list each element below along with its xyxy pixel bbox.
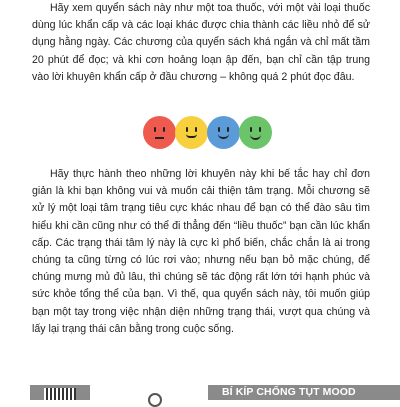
publisher-logo-icon: [148, 393, 162, 407]
mood-faces-row: [143, 116, 273, 154]
sad-face-icon: [143, 116, 176, 149]
body-paragraph-1: Hãy xem quyển sách này như một toa thuốc, với một vài loại thuốc dùng lúc khẩn cấp và các loại khác được chia thành các liều nhỏ để sử dụng hằng ngày. Các chương của quyển sách khá ngắn và chỉ mất tầm 20 phút để đọc; và khi cơn hoảng loạn ập đến, bạn chỉ cần tập trung vào lời khuyên khẩn cấp ở đầu chương – không quá 2 phút đọc đâu.: [32, 2, 370, 83]
body-paragraph-2: Hãy thực hành theo những lời khuyên này khi bế tắc hay chỉ đơn giản là khi bạn không vui và muốn cải thiện tâm trạng. Mỗi chương sẽ xử lý một loại tâm trạng tiêu cực khác nhau để bạn có thể đào sâu tìm hiểu khi cần cũng như có thể đi thẳng đến “liều thuốc” bạn cần lúc khẩn cấp. Các trạng thái tâm lý này là cực kì phổ biến, chắc chắn là ai trong chúng ta cũng từng có lúc rơi vào; nhưng nếu bạn bỏ mặc chúng, để chúng mưng mủ đủ lâu, thì chúng sẽ tác động rất lớn tới hạnh phúc và sức khỏe tổng thể của bạn. Vì thế, qua quyển sách này, tôi muốn giúp bạn một tay trong việc nhận diện những trạng thái, vượt qua chúng và lấy lại trạng thái cân bằng trong cuộc sống.: [32, 168, 370, 335]
publisher-logo-panel: [90, 385, 208, 400]
qr-code-icon: [44, 388, 76, 400]
neutral-face-icon: [175, 116, 208, 149]
happy-face-icon: [239, 116, 272, 149]
smile-face-icon: [207, 116, 240, 149]
series-title: BÍ KÍP CHỐNG TỤT MOOD: [222, 386, 356, 398]
page-footer: [30, 385, 400, 400]
